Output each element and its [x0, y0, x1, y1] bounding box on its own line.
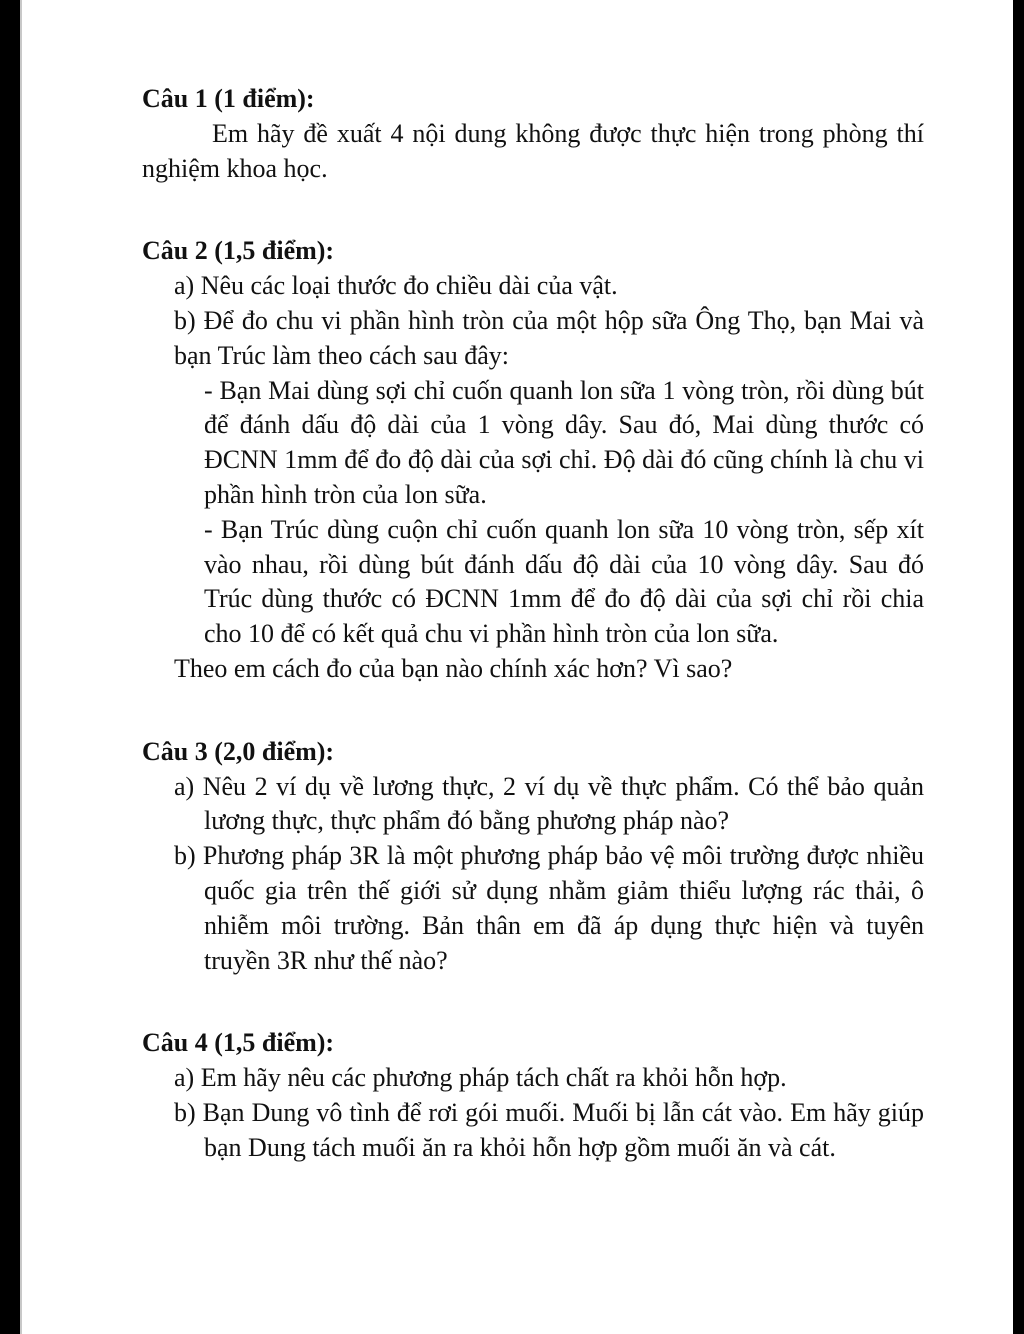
- spacer: [142, 186, 924, 234]
- question-1-title: Câu 1 (1 điểm):: [142, 84, 315, 113]
- question-3-part-a: a) Nêu 2 ví dụ về lương thực, 2 ví dụ về thực phẩm. Có thể bảo quản lương thực, thực phẩm đó bằng phương pháp nào?: [174, 771, 924, 836]
- question-2-truc-method: - Bạn Trúc dùng cuộn chỉ cuốn quanh lon sữa 10 vòng tròn, sếp xít vào nhau, rồi dùng bút đánh dấu độ dài của 10 vòng dây. Sau đó Trúc dùng thước có ĐCNN 1mm để đo độ dài của sợi chỉ rồi chia cho 10 để có kết quả chu vi phần hình tròn của lon sữa.: [204, 514, 924, 649]
- question-2-title: Câu 2 (1,5 điểm):: [142, 236, 335, 266]
- question-1: [142, 82, 924, 186]
- question-2-mai-method: - Bạn Mai dùng sợi chỉ cuốn quanh lon sữa 1 vòng tròn, rồi dùng bút để đánh dấu độ dài của 1 vòng dây. Sau đó, Mai dùng thước có ĐCNN 1mm để đo độ dài của sợi chỉ. Độ dài đó cũng chính là chu vi phần hình tròn của lon sữa.: [204, 375, 924, 509]
- spacer: [142, 687, 924, 735]
- question-3: [142, 735, 924, 979]
- question-2: [142, 234, 924, 686]
- question-2-part-b: b) Để đo chu vi phần hình tròn của một hộp sữa Ông Thọ, bạn Mai và bạn Trúc làm theo cách sau đây:: [174, 305, 924, 370]
- exam-content: [142, 82, 924, 1166]
- question-4-part-b: b) Bạn Dung vô tình để rơi gói muối. Muối bị lẫn cát vào. Em hãy giúp bạn Dung tách muối ăn ra khỏi hỗn hợp gồm muối ăn và cát.: [174, 1097, 924, 1162]
- question-3-title: Câu 3 (2,0 điểm):: [142, 736, 335, 766]
- question-2-part-a: a) Nêu các loại thước đo chiều dài của vật.: [174, 271, 618, 301]
- question-4: [142, 1026, 924, 1165]
- spacer: [142, 978, 924, 1026]
- question-3-part-b: b) Phương pháp 3R là một phương pháp bảo vệ môi trường được nhiều quốc gia trên thế giới sử dụng nhằm giảm thiểu lượng rác thải, ô nhiễm môi trường. Bản thân em đã áp dụng thực hiện và tuyên truyền 3R như thế nào?: [174, 841, 924, 975]
- question-2-prompt: Theo em cách đo của bạn nào chính xác hơn? Vì sao?: [174, 653, 733, 683]
- document-page: [20, 0, 1013, 1334]
- question-4-title: Câu 4 (1,5 điểm):: [142, 1028, 335, 1058]
- question-1-text: Em hãy đề xuất 4 nội dung không được thực hiện trong phòng thí nghiệm khoa học.: [142, 118, 924, 183]
- question-4-part-a: a) Em hãy nêu các phương pháp tách chất ra khỏi hỗn hợp.: [174, 1063, 787, 1093]
